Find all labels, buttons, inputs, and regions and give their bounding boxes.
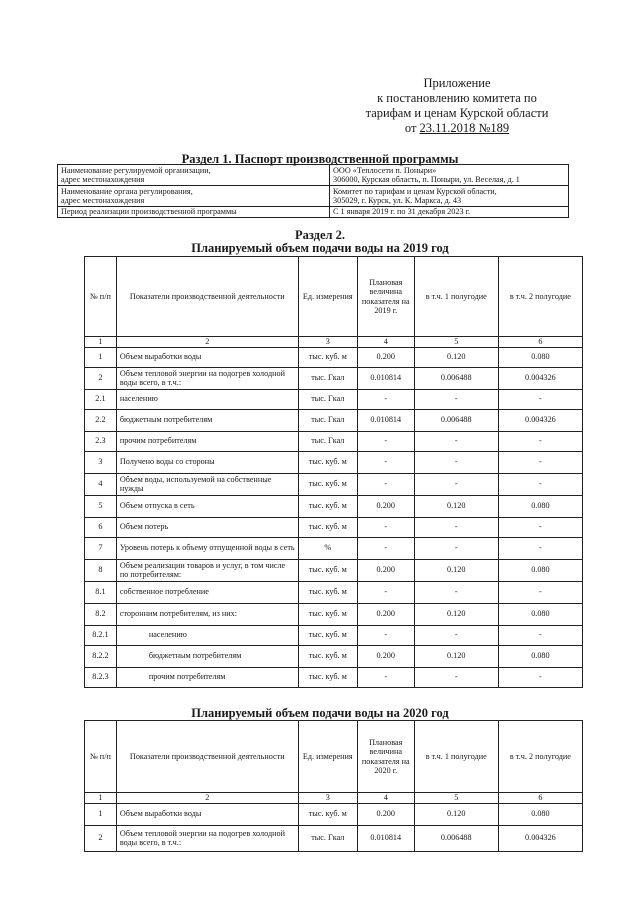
section2-title: Раздел 2. <box>294 228 346 242</box>
row-half2-value: - <box>498 625 582 645</box>
row-half2-value: 0.080 <box>498 803 582 825</box>
passport-value-line: С 1 января 2019 г. по 31 декабря 2023 г. <box>333 207 471 217</box>
row-number: 6 <box>85 517 117 537</box>
row-number: 2.2 <box>85 409 117 431</box>
row-unit: тыс. куб. м <box>298 803 357 825</box>
row-half2-value: - <box>498 389 582 409</box>
row-number: 8.2.1 <box>85 625 117 645</box>
table-row <box>85 603 583 625</box>
table-header-row <box>85 257 583 337</box>
row-half2-value: 0.080 <box>498 495 582 517</box>
row-unit: тыс. куб. м <box>298 495 357 517</box>
column-number: 4 <box>357 337 414 348</box>
row-unit: тыс. Гкал <box>298 431 357 451</box>
row-unit: тыс. куб. м <box>298 517 357 537</box>
row-half2-value: - <box>498 537 582 559</box>
table-header-row <box>85 721 583 793</box>
passport-label <box>58 186 330 207</box>
column-number: 4 <box>357 793 414 804</box>
row-number: 2 <box>85 825 117 851</box>
passport-label-line: Период реализации производственной программы <box>61 207 237 217</box>
table-row <box>85 473 583 495</box>
row-unit: тыс. куб. м <box>298 559 357 581</box>
row-number: 2 <box>85 367 117 389</box>
row-half2-value: 0.004326 <box>498 367 582 389</box>
row-plan-value: - <box>357 537 414 559</box>
passport-label-line: Наименование регулируемой организации, <box>61 165 211 175</box>
column-number: 2 <box>116 793 298 804</box>
row-half1-value: - <box>414 389 498 409</box>
column-number: 1 <box>85 793 117 804</box>
row-indicator-name: сторонним потребителям, из них: <box>116 603 298 625</box>
row-plan-value: 0.200 <box>357 803 414 825</box>
row-half1-value: - <box>414 517 498 537</box>
column-number: 3 <box>298 337 357 348</box>
date-value: 23.11.2018 №189 <box>419 121 510 135</box>
column-number: 6 <box>498 793 582 804</box>
row-half2-value: 0.004326 <box>498 825 582 851</box>
row-plan-value: 0.200 <box>357 495 414 517</box>
row-half1-value: - <box>414 451 498 473</box>
row-plan-value: - <box>357 451 414 473</box>
row-half1-value: 0.006488 <box>414 825 498 851</box>
row-half2-value: - <box>498 667 582 687</box>
passport-label <box>58 165 330 186</box>
passport-value <box>330 165 569 186</box>
header-h2: в т.ч. 2 полугодие <box>498 257 582 337</box>
row-plan-value: - <box>357 667 414 687</box>
table2019-title: Планируемый объем подачи воды на 2019 год <box>191 241 449 255</box>
row-half2-value: - <box>498 581 582 603</box>
row-half2-value: 0.080 <box>498 603 582 625</box>
table-row <box>85 347 583 367</box>
row-unit: % <box>298 537 357 559</box>
row-half2-value: - <box>498 431 582 451</box>
row-indicator-name: Объем тепловой энергии на подогрев холодной воды всего, в т.ч.: <box>116 825 298 851</box>
table-row <box>85 667 583 687</box>
row-plan-value: 0.200 <box>357 603 414 625</box>
header-h1: в т.ч. 1 полугодие <box>414 721 498 793</box>
header-name: Показатели производственной деятельности <box>116 721 298 793</box>
row-half1-value: - <box>414 581 498 603</box>
appendix-header <box>342 76 572 136</box>
row-half2-value: 0.004326 <box>498 409 582 431</box>
header-plan: Плановая величина показателя на 2020 г. <box>357 721 414 793</box>
header-unit: Ед. измерения <box>298 257 357 337</box>
appendix-title: Приложение <box>423 76 491 90</box>
passport-value <box>330 186 569 207</box>
row-number: 5 <box>85 495 117 517</box>
row-unit: тыс. куб. м <box>298 603 357 625</box>
row-half1-value: - <box>414 431 498 451</box>
header-unit: Ед. измерения <box>298 721 357 793</box>
row-half1-value: 0.120 <box>414 559 498 581</box>
passport-value-line: 306000, Курская область, п. Поныри, ул. Веселая, д. 1 <box>333 175 520 184</box>
row-half2-value: 0.080 <box>498 347 582 367</box>
row-half1-value: 0.120 <box>414 347 498 367</box>
row-unit: тыс. Гкал <box>298 409 357 431</box>
passport-value-line: Комитет по тарифам и ценам Курской области, <box>333 186 497 196</box>
row-plan-value: - <box>357 625 414 645</box>
row-indicator-name: прочим потребителям <box>116 667 298 687</box>
row-indicator-name: бюджетным потребителям <box>116 645 298 667</box>
row-unit: тыс. куб. м <box>298 473 357 495</box>
row-plan-value: 0.010814 <box>357 825 414 851</box>
row-half2-value: - <box>498 451 582 473</box>
water-volume-table-2019 <box>84 256 583 688</box>
row-half1-value: - <box>414 473 498 495</box>
row-indicator-name: Объем тепловой энергии на подогрев холодной воды всего, в т.ч.: <box>116 367 298 389</box>
row-half1-value: 0.006488 <box>414 409 498 431</box>
appendix-line3: тарифам и ценам Курской области <box>365 106 549 120</box>
column-number: 2 <box>116 337 298 348</box>
row-number: 1 <box>85 347 117 367</box>
table-row <box>85 645 583 667</box>
row-indicator-name: Объем воды, используемой на собственные нужды <box>116 473 298 495</box>
row-half1-value: 0.120 <box>414 803 498 825</box>
table-row <box>85 825 583 851</box>
row-indicator-name: Объем выработки воды <box>116 347 298 367</box>
header-h1: в т.ч. 1 полугодие <box>414 257 498 337</box>
row-plan-value: - <box>357 581 414 603</box>
table-row <box>85 367 583 389</box>
row-half1-value: 0.006488 <box>414 367 498 389</box>
row-number: 7 <box>85 537 117 559</box>
passport-label-line: адрес местонахождения <box>61 196 145 205</box>
table-row <box>85 581 583 603</box>
table-row <box>85 803 583 825</box>
row-number: 2.1 <box>85 389 117 409</box>
row-plan-value: 0.200 <box>357 347 414 367</box>
row-unit: тыс. куб. м <box>298 645 357 667</box>
row-indicator-name: собственное потребление <box>116 581 298 603</box>
row-unit: тыс. куб. м <box>298 581 357 603</box>
header-num: № п/п <box>85 721 117 793</box>
table-row <box>85 389 583 409</box>
row-plan-value: 0.010814 <box>357 367 414 389</box>
row-half1-value: 0.120 <box>414 603 498 625</box>
passport-row <box>58 165 569 186</box>
row-plan-value: - <box>357 473 414 495</box>
row-half2-value: - <box>498 517 582 537</box>
row-indicator-name: бюджетным потребителям <box>116 409 298 431</box>
row-half1-value: 0.120 <box>414 495 498 517</box>
row-number: 8 <box>85 559 117 581</box>
table-row <box>85 517 583 537</box>
row-indicator-name: Объем отпуска в сеть <box>116 495 298 517</box>
row-indicator-name: Уровень потерь к объему отпущенной воды в сеть <box>116 537 298 559</box>
row-indicator-name: Объем выработки воды <box>116 803 298 825</box>
column-number-row <box>85 337 583 348</box>
table-row <box>85 431 583 451</box>
passport-table <box>57 164 569 218</box>
passport-value <box>330 207 569 218</box>
table-row <box>85 495 583 517</box>
row-unit: тыс. куб. м <box>298 625 357 645</box>
table-row <box>85 537 583 559</box>
row-unit: тыс. куб. м <box>298 451 357 473</box>
passport-value-line: ООО «Теплосети п. Поныри» <box>333 165 437 175</box>
header-h2: в т.ч. 2 полугодие <box>498 721 582 793</box>
appendix-line2: к постановлению комитета по <box>377 91 537 105</box>
row-indicator-name: населению <box>116 389 298 409</box>
row-indicator-name: прочим потребителям <box>116 431 298 451</box>
row-unit: тыс. Гкал <box>298 367 357 389</box>
row-indicator-name: Объем потерь <box>116 517 298 537</box>
row-number: 2.3 <box>85 431 117 451</box>
row-unit: тыс. Гкал <box>298 825 357 851</box>
row-number: 8.1 <box>85 581 117 603</box>
table-row <box>85 451 583 473</box>
row-number: 3 <box>85 451 117 473</box>
table-row <box>85 559 583 581</box>
row-half2-value: 0.080 <box>498 559 582 581</box>
row-half2-value: - <box>498 473 582 495</box>
row-indicator-name: Объем реализации товаров и услуг, в том числе по потребителям: <box>116 559 298 581</box>
column-number: 5 <box>414 337 498 348</box>
row-number: 4 <box>85 473 117 495</box>
row-plan-value: - <box>357 431 414 451</box>
water-volume-table-2020 <box>84 720 583 852</box>
row-half1-value: 0.120 <box>414 645 498 667</box>
passport-value-line: 305029, г. Курск, ул. К. Маркса, д. 43 <box>333 196 462 205</box>
column-number: 5 <box>414 793 498 804</box>
row-number: 8.2.2 <box>85 645 117 667</box>
column-number: 3 <box>298 793 357 804</box>
column-number-row <box>85 793 583 804</box>
header-name: Показатели производственной деятельности <box>116 257 298 337</box>
row-half1-value: - <box>414 667 498 687</box>
table2020-title: Планируемый объем подачи воды на 2020 год <box>191 706 449 720</box>
row-indicator-name: Получено воды со стороны <box>116 451 298 473</box>
passport-label-line: Наименование органа регулирования, <box>61 186 193 196</box>
table-row <box>85 625 583 645</box>
section1-title: Раздел 1. Паспорт производственной программы <box>181 152 459 166</box>
row-plan-value: 0.010814 <box>357 409 414 431</box>
row-number: 1 <box>85 803 117 825</box>
appendix-date <box>342 121 572 136</box>
row-plan-value: 0.200 <box>357 559 414 581</box>
table-row <box>85 409 583 431</box>
passport-label-line: адрес местонахождения <box>61 175 145 184</box>
header-plan: Плановая величина показателя на 2019 г. <box>357 257 414 337</box>
row-plan-value: - <box>357 389 414 409</box>
row-indicator-name: населению <box>116 625 298 645</box>
passport-label <box>58 207 330 218</box>
column-number: 6 <box>498 337 582 348</box>
row-plan-value: - <box>357 517 414 537</box>
row-half2-value: 0.080 <box>498 645 582 667</box>
row-unit: тыс. куб. м <box>298 667 357 687</box>
row-number: 8.2 <box>85 603 117 625</box>
passport-row <box>58 186 569 207</box>
column-number: 1 <box>85 337 117 348</box>
passport-row <box>58 207 569 218</box>
row-half1-value: - <box>414 537 498 559</box>
date-prefix: от <box>404 121 420 135</box>
row-number: 8.2.3 <box>85 667 117 687</box>
header-num: № п/п <box>85 257 117 337</box>
row-plan-value: 0.200 <box>357 645 414 667</box>
row-unit: тыс. куб. м <box>298 347 357 367</box>
row-half1-value: - <box>414 625 498 645</box>
row-unit: тыс. Гкал <box>298 389 357 409</box>
